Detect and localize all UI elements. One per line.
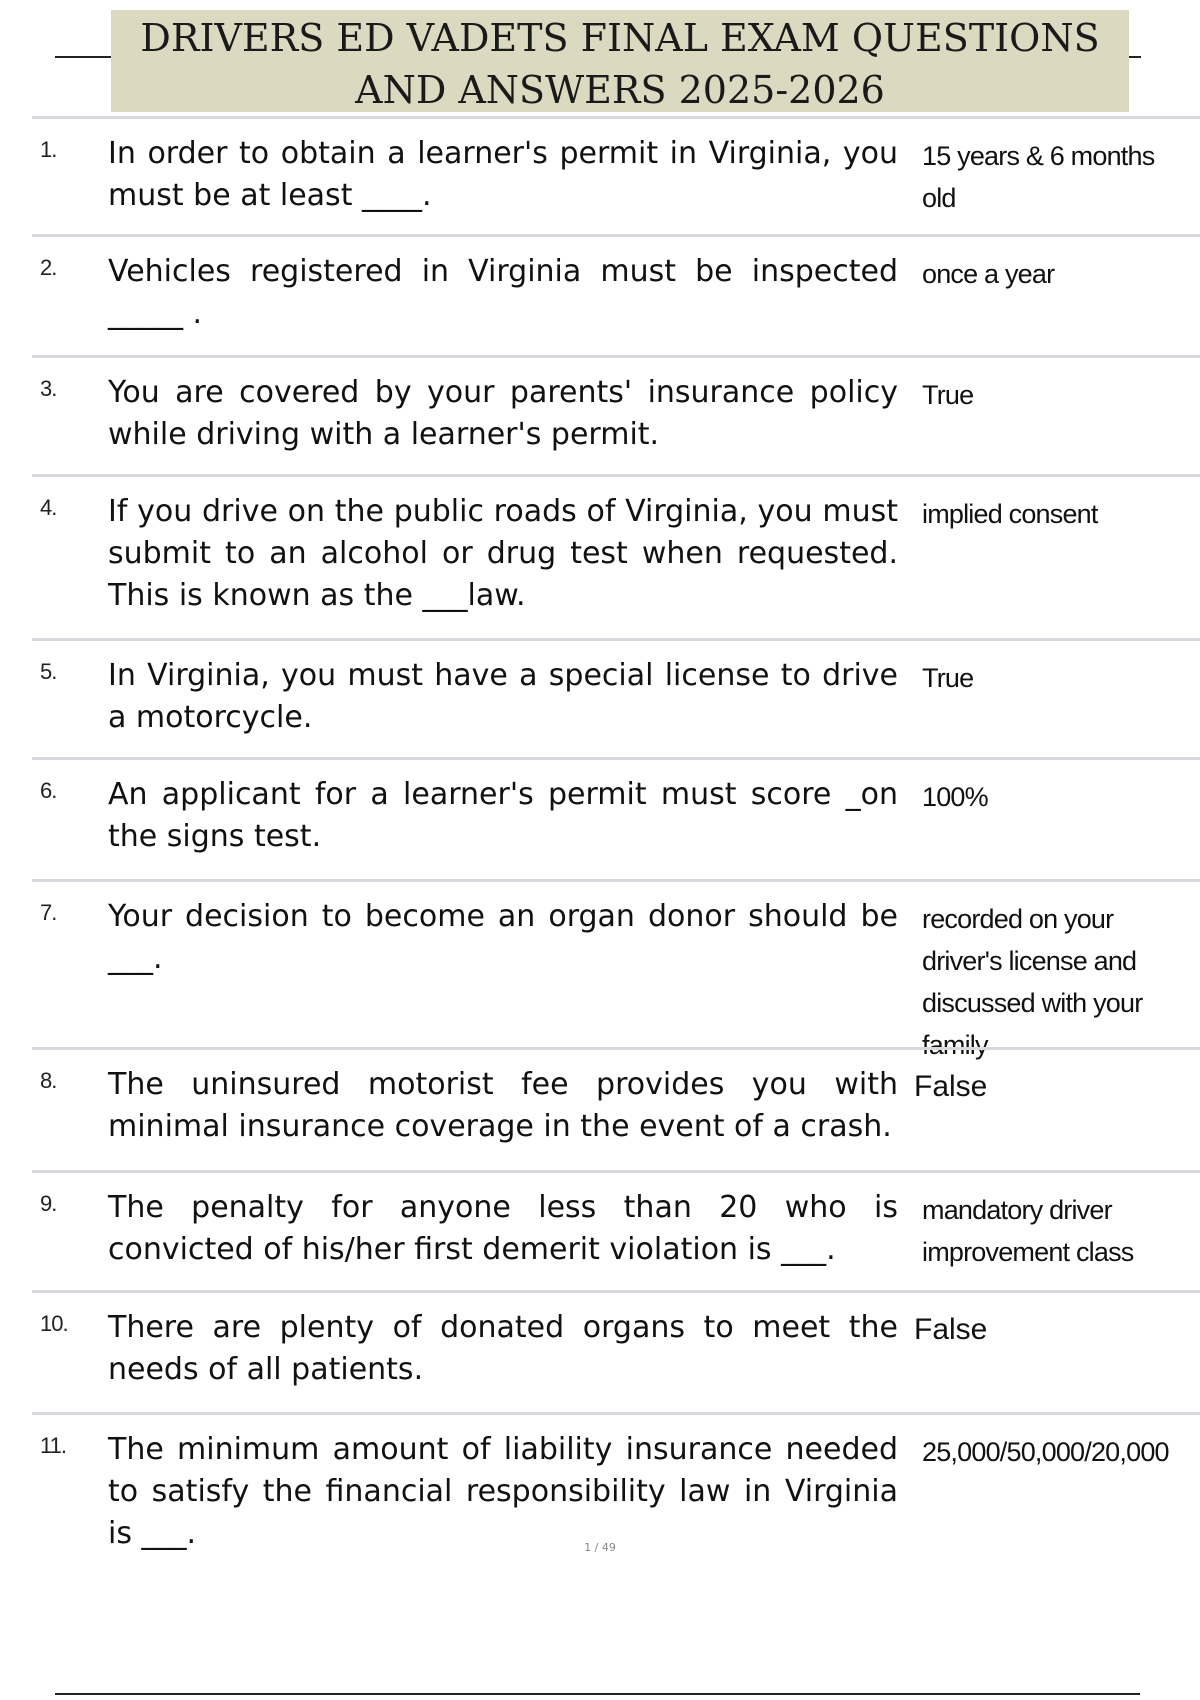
answer-text: recorded on your driver's license and discussed with your family	[922, 904, 1143, 1060]
question-number: 9.	[40, 1191, 57, 1216]
answer-text: once a year	[922, 259, 1055, 289]
answer-text: True	[922, 663, 974, 693]
question-text: The uninsured motorist fee provides you with minimal insurance coverage in the event of a crash.	[108, 1067, 898, 1144]
title-block	[55, 10, 1140, 112]
question-row	[32, 234, 1200, 355]
question-row	[32, 1290, 1200, 1412]
question-number: 10.	[40, 1311, 68, 1336]
answer-text: mandatory driver improvement class	[922, 1195, 1134, 1267]
question-row	[32, 1170, 1200, 1290]
title-rule-left	[55, 56, 111, 58]
question-text: Vehicles registered in Virginia must be inspected _____ .	[108, 254, 898, 331]
question-number: 3.	[40, 376, 57, 401]
question-row	[32, 638, 1200, 757]
answer-text: True	[922, 380, 974, 410]
answer-text: False	[914, 1313, 988, 1346]
answer-text: False	[914, 1070, 988, 1103]
question-text: You are covered by your parents' insurance policy while driving with a learner's permit.	[108, 375, 898, 452]
answer-text: 15 years & 6 months old	[922, 141, 1155, 213]
question-text: In order to obtain a learner's permit in Virginia, you must be at least ____.	[108, 136, 898, 213]
question-number: 4.	[40, 495, 57, 520]
question-text: If you drive on the public roads of Virginia, you must submit to an alcohol or drug test when requested. This is known as the ___law.	[108, 494, 898, 613]
answer-text: implied consent	[922, 499, 1098, 529]
title-rule-right	[1129, 56, 1141, 58]
question-text: The penalty for anyone less than 20 who is convicted of his/her first demerit violation is ___.	[108, 1190, 898, 1267]
question-row	[32, 474, 1200, 638]
question-number: 5.	[40, 659, 57, 684]
question-row	[32, 757, 1200, 879]
question-row	[32, 879, 1200, 1060]
page-title: DRIVERS ED VADETS FINAL EXAM QUESTIONS AND ANSWERS 2025-2026	[140, 16, 1100, 112]
question-number: 8.	[40, 1068, 57, 1093]
footer-rule	[55, 1693, 1140, 1695]
question-text: In Virginia, you must have a special license to drive a motorcycle.	[108, 658, 898, 735]
answer-text: 25,000/50,000/20,000	[922, 1437, 1169, 1467]
question-number: 1.	[40, 137, 57, 162]
question-number: 2.	[40, 255, 57, 280]
question-row	[32, 116, 1200, 234]
question-text: The minimum amount of liability insurance needed to satisfy the financial responsibility law in Virginia is ___.	[108, 1432, 898, 1551]
question-row	[32, 1047, 1200, 1170]
answer-text: 100%	[922, 782, 988, 812]
question-number: 11.	[40, 1433, 66, 1458]
question-row	[32, 355, 1200, 474]
question-text: An applicant for a learner's permit must score _on the signs test.	[108, 777, 898, 854]
question-number: 6.	[40, 778, 57, 803]
page-indicator: 1 / 49	[584, 1541, 616, 1554]
question-text: There are plenty of donated organs to meet the needs of all patients.	[108, 1310, 898, 1387]
question-text: Your decision to become an organ donor should be ___.	[108, 899, 898, 976]
question-number: 7.	[40, 900, 57, 925]
